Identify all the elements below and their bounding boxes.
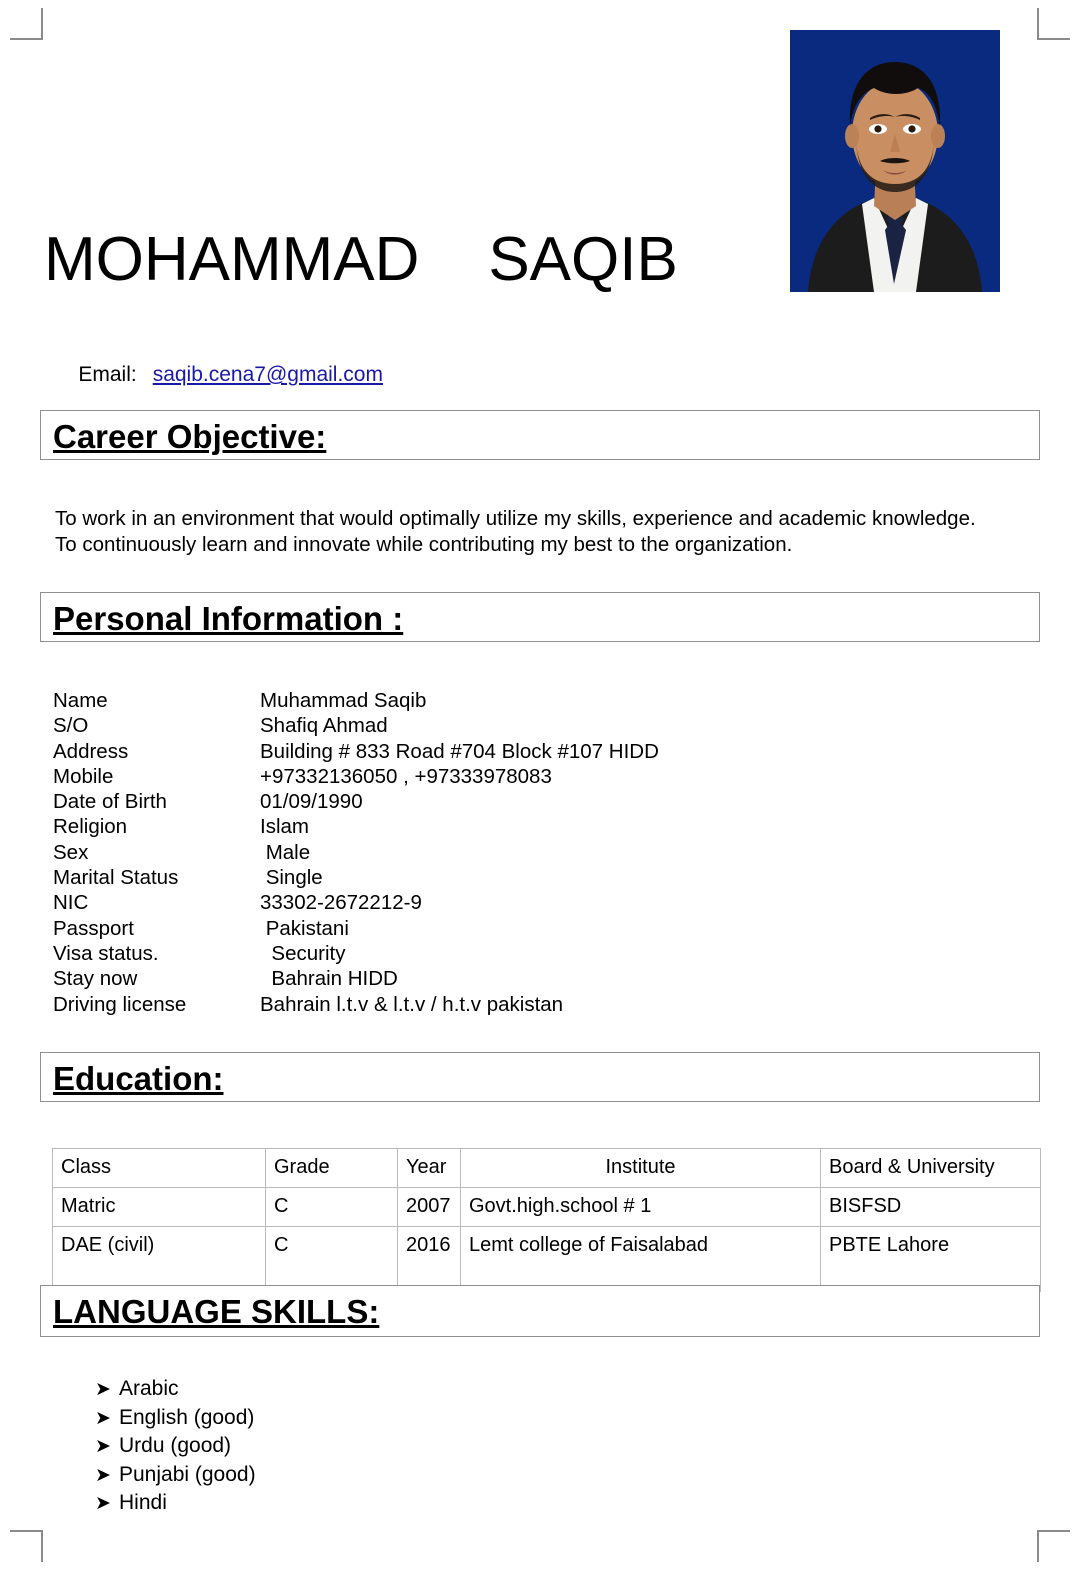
cell-board: BISFSD (821, 1188, 1041, 1227)
language-skills-list (95, 1375, 256, 1518)
personal-value-driving-license: Bahrain l.t.v & l.t.v / h.t.v pakistan (260, 992, 564, 1016)
cell-board: PBTE Lahore (821, 1227, 1041, 1292)
section-title-personal-information: Personal Information : (53, 600, 404, 637)
column-header-grade: Grade (266, 1149, 398, 1188)
personal-label-sex: Sex (53, 840, 89, 864)
table-row (53, 1188, 1041, 1227)
list-item (53, 865, 873, 890)
section-header-language-skills (40, 1285, 1040, 1337)
list-item (95, 1432, 256, 1461)
personal-value-stay-now: Bahrain HIDD (260, 967, 398, 991)
list-item (95, 1461, 256, 1490)
personal-label-name: Name (53, 689, 108, 712)
section-title-language-skills: LANGUAGE SKILLS: (53, 1293, 380, 1330)
personal-value-so: Shafiq Ahmad (260, 714, 388, 738)
cell-year: 2007 (398, 1188, 461, 1227)
personal-value-mobile: +97332136050 , +97333978083 (260, 764, 552, 788)
personal-label-marital-status: Marital Status (53, 866, 179, 890)
personal-information-list (53, 688, 873, 1017)
personal-label-dob: Date of Birth (53, 790, 167, 814)
cell-class: DAE (civil) (53, 1227, 266, 1292)
personal-label-mobile: Mobile (53, 764, 114, 788)
language-item-label: Hindi (119, 1491, 167, 1514)
cell-grade: C (266, 1227, 398, 1292)
table-header-row (53, 1149, 1041, 1188)
personal-label-driving-license: Driving license (53, 992, 187, 1016)
section-title-education: Education: (53, 1060, 224, 1097)
column-header-class: Class (53, 1149, 266, 1188)
arrow-bullet-icon: ➤ (95, 1436, 111, 1457)
column-header-institute: Institute (461, 1149, 821, 1188)
personal-value-marital-status: Single (260, 866, 323, 890)
list-item (95, 1375, 256, 1404)
list-item (53, 814, 873, 839)
list-item (53, 992, 873, 1017)
list-item (53, 789, 873, 814)
arrow-bullet-icon: ➤ (95, 1493, 111, 1514)
column-header-year: Year (398, 1149, 461, 1188)
cell-institute: Govt.high.school # 1 (461, 1188, 821, 1227)
personal-value-sex: Male (260, 840, 311, 864)
personal-value-passport: Pakistani (260, 916, 349, 940)
cell-grade: C (266, 1188, 398, 1227)
list-item (53, 840, 873, 865)
column-header-board: Board & University (821, 1149, 1041, 1188)
list-item (53, 764, 873, 789)
email-link[interactable]: saqib.cena7@gmail.com (152, 363, 383, 386)
personal-label-so: S/O (53, 714, 89, 738)
list-item (95, 1489, 256, 1518)
career-objective-line-1: To work in an environment that would optimally utilize my skills, experience and academic knowledge. (55, 507, 976, 530)
personal-value-religion: Islam (260, 815, 309, 839)
career-objective-line-2: To continuously learn and innovate while contributing my best to the organization. (55, 533, 793, 556)
personal-value-visa-status: Security (260, 941, 346, 965)
page-title: MOHAMMAD SAQIB (44, 225, 678, 294)
list-item (53, 739, 873, 764)
applicant-photo (790, 30, 1000, 292)
list-item (53, 966, 873, 991)
personal-label-religion: Religion (53, 815, 128, 839)
arrow-bullet-icon: ➤ (95, 1464, 111, 1486)
section-header-personal-information (40, 592, 1040, 642)
education-table (52, 1148, 1041, 1292)
list-item (53, 941, 873, 966)
career-objective-text (55, 506, 1035, 558)
email-label: Email: (78, 363, 137, 386)
cell-institute: Lemt college of Faisalabad (461, 1227, 821, 1292)
language-item-label: Urdu (good) (119, 1434, 232, 1457)
personal-label-passport: Passport (53, 916, 134, 940)
list-item (53, 688, 873, 713)
arrow-bullet-icon: ➤ (95, 1407, 111, 1429)
list-item (53, 916, 873, 941)
personal-value-address: Building # 833 Road #704 Block #107 HIDD (260, 739, 659, 763)
contact-email-row (55, 336, 383, 414)
personal-label-address: Address (53, 739, 129, 763)
cell-year: 2016 (398, 1227, 461, 1292)
personal-label-nic: NIC (53, 891, 89, 915)
personal-label-stay-now: Stay now (53, 967, 138, 991)
personal-value-dob: 01/09/1990 (260, 790, 363, 814)
personal-label-visa-status: Visa status. (53, 941, 159, 965)
section-header-education (40, 1052, 1040, 1102)
language-item-label: Arabic (119, 1377, 179, 1400)
language-item-label: Punjabi (good) (119, 1462, 256, 1486)
arrow-bullet-icon: ➤ (95, 1379, 111, 1400)
language-item-label: English (good) (119, 1405, 255, 1429)
personal-value-name: Muhammad Saqib (260, 689, 427, 712)
table-row (53, 1227, 1041, 1292)
section-header-career-objective (40, 410, 1040, 460)
list-item (53, 890, 873, 915)
list-item (53, 713, 873, 738)
section-title-career-objective: Career Objective: (53, 418, 327, 455)
cell-class: Matric (53, 1188, 266, 1227)
list-item (95, 1404, 256, 1433)
personal-value-nic: 33302-2672212-9 (260, 891, 422, 915)
